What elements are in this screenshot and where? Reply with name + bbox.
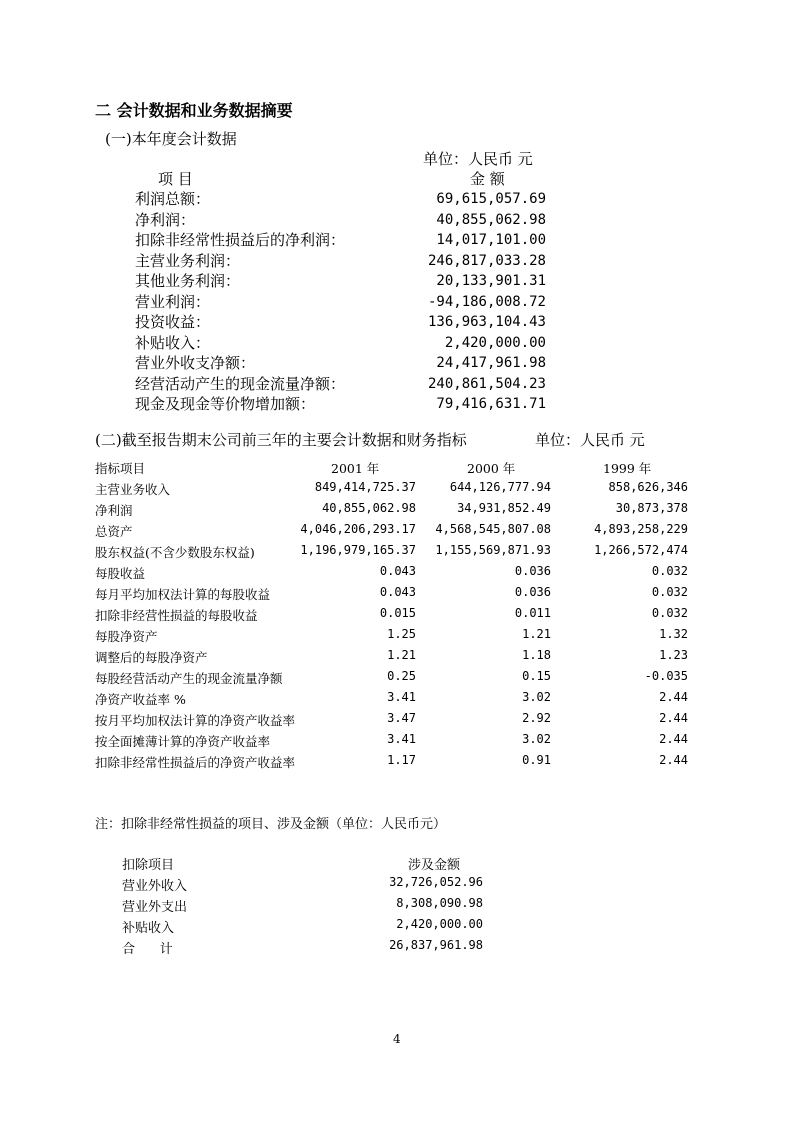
row-label: 按全面摊薄计算的净资产收益率 bbox=[95, 734, 271, 749]
row-label: 总资产 bbox=[95, 524, 133, 539]
row-label: 净利润 bbox=[95, 503, 133, 518]
table-row bbox=[0, 690, 794, 711]
note-title: 注：扣除非经常性损益的项目、涉及金额（单位：人民币元） bbox=[95, 817, 447, 832]
row-label: 每股经营活动产生的现金流量净额 bbox=[95, 671, 283, 686]
row-label: 扣除非经常性损益后的净利润： bbox=[135, 231, 346, 249]
sub2-table bbox=[0, 459, 794, 774]
cell-2001: 40,855,062.98 bbox=[322, 501, 416, 515]
list-item bbox=[0, 896, 794, 917]
item-amount: 2,420,000.00 bbox=[396, 917, 483, 931]
sub1-row bbox=[0, 189, 560, 210]
row-label: 补贴收入： bbox=[135, 333, 211, 352]
header-amount: 涉及金额 bbox=[408, 858, 461, 873]
row-label: 扣除非经营性损益的每股收益 bbox=[95, 608, 258, 623]
row-label: 经营活动产生的现金流量净额： bbox=[135, 374, 346, 393]
page-number: 4 bbox=[393, 1032, 401, 1046]
cell-1999: 0.032 bbox=[651, 564, 688, 578]
table-row bbox=[0, 543, 794, 564]
cell-2000: 1.21 bbox=[522, 627, 551, 641]
sub1-row bbox=[0, 230, 560, 251]
table-row bbox=[0, 753, 794, 774]
cell-1999: 2.44 bbox=[659, 732, 688, 746]
sub1-title: (一)本年度会计数据 bbox=[105, 130, 237, 148]
note-header-row bbox=[0, 854, 794, 875]
item-label: 合 计 bbox=[122, 942, 173, 957]
sub1-row bbox=[0, 271, 560, 292]
item-amount: 32,726,052.96 bbox=[389, 875, 483, 889]
cell-2001: 849,414,725.37 bbox=[314, 480, 416, 494]
table-row bbox=[0, 522, 794, 543]
row-value: -94,186,008.72 bbox=[427, 293, 546, 310]
sub2-title: (二)截至报告期末公司前三年的主要会计数据和财务指标 bbox=[95, 431, 467, 449]
table-row bbox=[0, 627, 794, 648]
sub1-unit: 单位：人民币 元 bbox=[423, 150, 533, 168]
cell-2001: 0.043 bbox=[379, 585, 416, 599]
row-label: 投资收益： bbox=[135, 313, 211, 331]
cell-2001: 3.41 bbox=[387, 732, 416, 746]
item-amount: 26,837,961.98 bbox=[389, 938, 483, 952]
row-value: 24,417,961.98 bbox=[436, 355, 546, 371]
cell-2000: 34,931,852.49 bbox=[457, 501, 551, 515]
sub1-row bbox=[0, 374, 560, 395]
sub1-col-item: 项 目 bbox=[158, 170, 193, 188]
list-item bbox=[0, 875, 794, 896]
cell-1999: 1.32 bbox=[659, 627, 688, 641]
cell-2000: 3.02 bbox=[522, 732, 551, 746]
row-label: 扣除非经常性损益后的净资产收益率 bbox=[95, 755, 296, 770]
sub2-header-row bbox=[0, 459, 794, 480]
row-label: 调整后的每股净资产 bbox=[95, 650, 208, 665]
cell-1999: 1,266,572,474 bbox=[594, 543, 688, 557]
sub2-unit: 单位：人民币 元 bbox=[535, 431, 645, 449]
cell-2001: 1.17 bbox=[387, 753, 416, 767]
section-title: 二 会计数据和业务数据摘要 bbox=[95, 101, 293, 120]
row-value: 240,861,504.23 bbox=[427, 375, 546, 392]
row-value: 69,615,057.69 bbox=[436, 191, 546, 207]
cell-1999: 2.44 bbox=[659, 753, 688, 767]
cell-2000: 644,126,777.94 bbox=[449, 480, 551, 494]
sub1-row bbox=[0, 353, 560, 374]
row-label: 每月平均加权法计算的每股收益 bbox=[95, 587, 271, 602]
list-item bbox=[0, 917, 794, 938]
cell-1999: -0.035 bbox=[644, 669, 688, 683]
note-table bbox=[0, 854, 794, 964]
cell-2001: 1.21 bbox=[387, 648, 416, 662]
cell-2000: 1.18 bbox=[522, 648, 551, 662]
cell-2000: 0.91 bbox=[522, 753, 551, 767]
row-label: 现金及现金等价物增加额： bbox=[135, 395, 316, 413]
cell-1999: 0.032 bbox=[651, 585, 688, 599]
cell-2001: 3.41 bbox=[387, 690, 416, 704]
row-label: 其他业务利润： bbox=[135, 272, 241, 290]
cell-1999: 2.44 bbox=[659, 711, 688, 725]
table-row bbox=[0, 606, 794, 627]
cell-2001: 0.015 bbox=[379, 606, 416, 620]
list-item bbox=[0, 938, 794, 959]
cell-2000: 0.011 bbox=[514, 606, 551, 620]
cell-2000: 1,155,569,871.93 bbox=[435, 543, 551, 557]
row-label: 营业利润： bbox=[135, 292, 211, 311]
cell-1999: 858,626,346 bbox=[608, 480, 688, 494]
cell-1999: 0.032 bbox=[651, 606, 688, 620]
cell-2000: 4,568,545,807.08 bbox=[435, 522, 551, 536]
row-value: 136,963,104.43 bbox=[427, 314, 546, 330]
row-label: 每股收益 bbox=[95, 566, 146, 581]
table-row bbox=[0, 564, 794, 585]
row-value: 79,416,631.71 bbox=[436, 396, 546, 412]
cell-2001: 3.47 bbox=[387, 711, 416, 725]
row-value: 2,420,000.00 bbox=[444, 334, 546, 351]
item-label: 营业外支出 bbox=[122, 900, 188, 915]
cell-1999: 30,873,378 bbox=[615, 501, 688, 515]
cell-2000: 3.02 bbox=[522, 690, 551, 704]
cell-2000: 2.92 bbox=[522, 711, 551, 725]
sub1-row bbox=[0, 292, 560, 313]
cell-2001: 1.25 bbox=[387, 627, 416, 641]
sub1-col-amount: 金 额 bbox=[470, 170, 505, 188]
row-value: 20,133,901.31 bbox=[436, 273, 546, 289]
item-label: 营业外收入 bbox=[122, 879, 188, 894]
cell-2000: 0.036 bbox=[514, 564, 551, 578]
item-amount: 8,308,090.98 bbox=[396, 896, 483, 910]
cell-1999: 4,893,258,229 bbox=[594, 522, 688, 536]
sub1-row bbox=[0, 312, 560, 333]
header-1999: 1999 年 bbox=[603, 461, 652, 476]
header-2000: 2000 年 bbox=[467, 461, 516, 476]
cell-2001: 0.25 bbox=[387, 669, 416, 683]
cell-2001: 0.043 bbox=[379, 564, 416, 578]
sub1-row bbox=[0, 210, 560, 231]
header-item: 扣除项目 bbox=[122, 858, 175, 873]
cell-1999: 1.23 bbox=[659, 648, 688, 662]
row-value: 14,017,101.00 bbox=[436, 232, 546, 248]
table-row bbox=[0, 501, 794, 522]
row-label: 股东权益(不含少数股东权益) bbox=[95, 545, 255, 560]
row-label: 主营业务收入 bbox=[95, 482, 171, 497]
sub1-table bbox=[0, 189, 560, 419]
sub1-row bbox=[0, 251, 560, 272]
item-label: 补贴收入 bbox=[122, 921, 175, 936]
row-value: 40,855,062.98 bbox=[436, 211, 546, 228]
table-row bbox=[0, 480, 794, 501]
table-row bbox=[0, 669, 794, 690]
table-row bbox=[0, 732, 794, 753]
row-label: 营业外收支净额： bbox=[135, 354, 256, 372]
cell-2000: 0.036 bbox=[514, 585, 551, 599]
row-value: 246,817,033.28 bbox=[427, 252, 546, 269]
sub1-row bbox=[0, 394, 560, 415]
header-2001: 2001 年 bbox=[331, 461, 380, 476]
cell-2000: 0.15 bbox=[522, 669, 551, 683]
row-label: 净资产收益率 % bbox=[95, 692, 186, 707]
row-label: 利润总额： bbox=[135, 190, 211, 208]
header-indicator: 指标项目 bbox=[95, 461, 146, 476]
row-label: 主营业务利润： bbox=[135, 251, 241, 270]
row-label: 净利润： bbox=[135, 210, 196, 229]
row-label: 每股净资产 bbox=[95, 629, 158, 644]
cell-1999: 2.44 bbox=[659, 690, 688, 704]
cell-2001: 4,046,206,293.17 bbox=[300, 522, 416, 536]
table-row bbox=[0, 711, 794, 732]
table-row bbox=[0, 648, 794, 669]
row-label: 按月平均加权法计算的净资产收益率 bbox=[95, 713, 296, 728]
cell-2001: 1,196,979,165.37 bbox=[300, 543, 416, 557]
table-row bbox=[0, 585, 794, 606]
sub1-row bbox=[0, 333, 560, 354]
